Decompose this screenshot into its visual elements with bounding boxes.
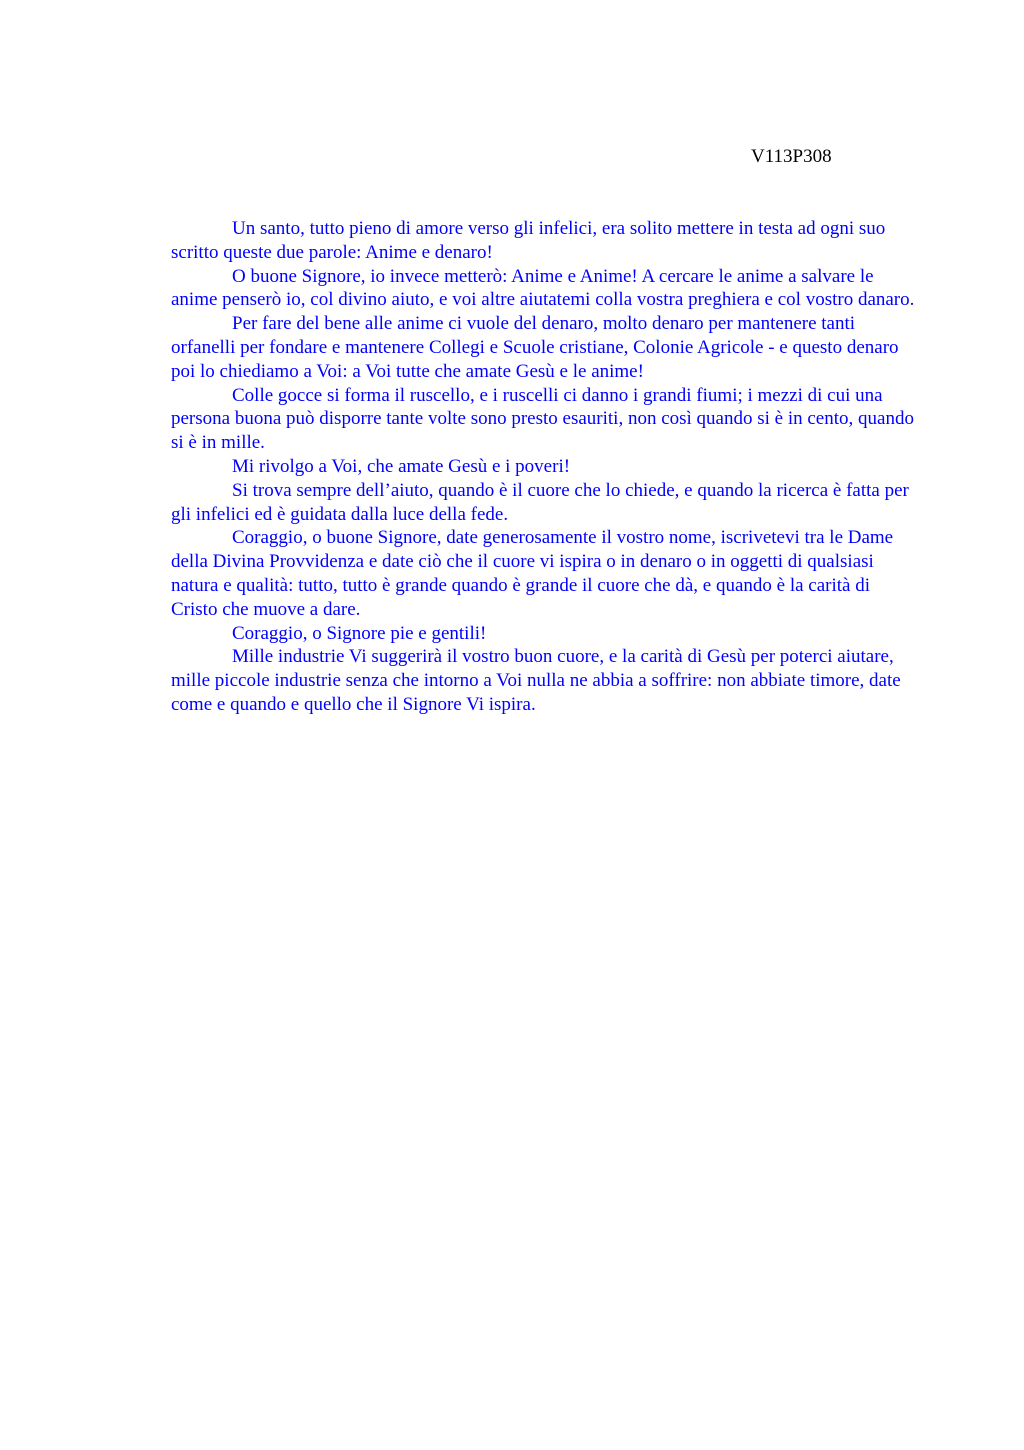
paragraph: O buone Signore, io invece metterò: Anime e Anime! A cercare le anime a salvare le anime penserò io, col divino aiuto, e voi altre aiutatemi colla vostra preghiera e col vostro danaro.	[171, 265, 915, 311]
document-body	[171, 217, 921, 717]
paragraph: Si trova sempre dell’aiuto, quando è il cuore che lo chiede, e quando la ricerca è fatta per gli infelici ed è guidata dalla luce della fede.	[171, 479, 909, 525]
paragraph: Mille industrie Vi suggerirà il vostro buon cuore, e la carità di Gesù per poterci aiutare, mille piccole industrie senza che intorno a Voi nulla ne abbia a soffrire: non abbiate timore, date come e quando e quello che il Signore Vi ispira.	[171, 646, 901, 715]
document-code: V113P308	[751, 146, 832, 167]
paragraph: Mi rivolgo a Voi, che amate Gesù e i poveri!	[232, 455, 571, 477]
paragraph: Coraggio, o Signore pie e gentili!	[232, 622, 487, 644]
paragraph: Coraggio, o buone Signore, date generosamente il vostro nome, iscrivetevi tra le Dame della Divina Provvidenza e date ciò che il cuore vi ispira o in denaro o in oggetti di qualsiasi natura e qualità: tutto, tutto è grande quando è grande il cuore che dà, e quando è la carità di Cristo che muove a dare.	[171, 527, 894, 620]
paragraph: Per fare del bene alle anime ci vuole del denaro, molto denaro per mantenere tanti orfanelli per fondare e mantenere Collegi e Scuole cristiane, Colonie Agricole - e questo denaro poi lo chiediamo a Voi: a Voi tutte che amate Gesù e le anime!	[171, 313, 899, 382]
paragraph: Colle gocce si forma il ruscello, e i ruscelli ci danno i grandi fiumi; i mezzi di cui una persona buona può disporre tante volte sono presto esauriti, non così quando si è in cento, quando si è in mille.	[171, 384, 914, 454]
paragraph: Un santo, tutto pieno di amore verso gli infelici, era solito mettere in testa ad ogni suo scritto queste due parole: Anime e denaro!	[171, 218, 886, 263]
